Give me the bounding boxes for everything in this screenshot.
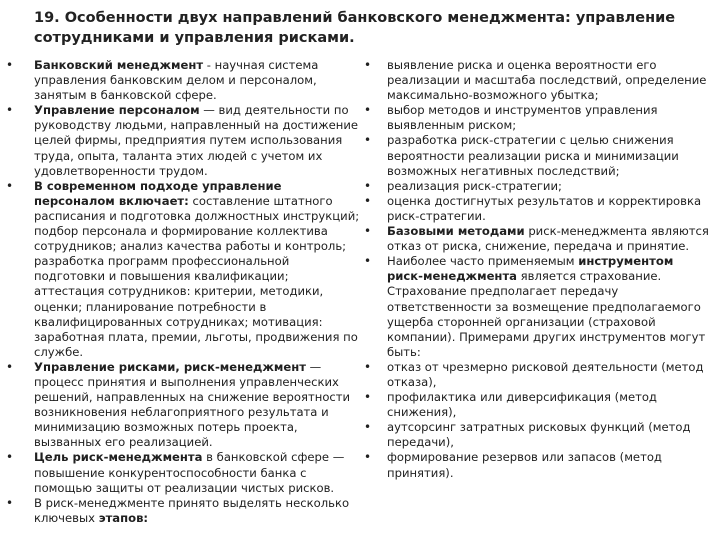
term-modern-approach: В современном подходе управление персоналом включает: [34, 178, 282, 208]
insurance-paragraph: Страхование предполагает передачу ответственности за возмещение предполагаемого ущерба сторонней организации (страховой компании). Примерами других инструментов могут быть: [387, 284, 706, 359]
list-item [6, 103, 362, 178]
list-item [360, 224, 712, 254]
term-risk-management-goal: Цель риск-менеджмента [34, 450, 203, 465]
term-basic-methods: Базовыми методами [387, 224, 525, 239]
definition-text: риск-менеджмента являются отказ от риска, снижение, передача и принятие. [387, 224, 709, 254]
list-item: • формирование резервов или запасов (метод принятия). [360, 450, 712, 480]
list-item [6, 496, 362, 526]
list-item: • разработка риск-стратегии с целью снижения вероятности реализации риска и минимизации возможных негативных последствий; [360, 133, 712, 178]
list-item: • реализация риск-стратегии; [360, 179, 712, 194]
term-risk-management-tool: инструментом риск-менеджмента [387, 254, 674, 284]
definition-text: — вид деятельности по руководству людьми, направленный на достижение целей фирмы, предприятия путем использования труда, опыта, таланта этих людей с учетом их удовлетворенности трудом. [34, 103, 359, 178]
list-item: • профилактика или диверсификация (метод снижения), [360, 390, 712, 420]
list-item [6, 360, 362, 451]
term-bank-management: Банковский менеджмент [34, 58, 204, 72]
list-item: • выбор методов и инструментов управления выявленным риском; [360, 103, 712, 133]
list-item [6, 179, 362, 360]
list-item [6, 58, 362, 103]
list-item [360, 254, 712, 360]
term-personnel-management: Управление персоналом [34, 103, 200, 118]
list-item: • отказ от чрезмерно рисковой деятельности (метод отказа), [360, 360, 712, 390]
right-column-list [360, 58, 712, 481]
definition-text: Наиболее часто применяемым [387, 254, 579, 269]
definition-text: В риск-менеджменте принято выделять несколько ключевых [34, 495, 350, 525]
list-item [6, 450, 362, 495]
definition-text: является страхование. [516, 269, 662, 284]
list-item: • выявление риска и оценка вероятности его реализации и масштаба последствий, определение максимально-возможного убытка; [360, 58, 712, 103]
left-column-list [6, 58, 362, 526]
definition-text: составление штатного расписания и подготовка должностных инструкций; подбор персонала и формирование коллектива сотрудников; анализ качества работы и контроль; разработка программ профессиональной подготовки и повышения квалификации; аттестация сотрудников: критерии, методики, оценки; планирование потребности в квалифицированных сотрудниках; мотивация: заработная плата, премии, льготы, продвижения по службе. [34, 193, 360, 359]
term-stages: этапов: [98, 510, 149, 525]
page-title: 19. Особенности двух направлений банковского менеджмента: управление сотрудниками и управления рисками. [34, 10, 676, 46]
list-item: • оценка достигнутых результатов и корректировка риск-стратегии. [360, 194, 712, 224]
list-item: • аутсорсинг затратных рисковых функций (метод передачи), [360, 420, 712, 450]
term-risk-management: Управление рисками, риск-менеджмент [34, 359, 306, 374]
definition-text: - научная система управления банковским делом и персоналом, занятым в банковской сфере. [34, 58, 319, 103]
definition-text: — процесс принятия и выполнения управленческих решений, направленных на снижение вероятности возникновения неблагоприятного результата и минимизацию возможных потерь проекта, вызванных его реализацией. [34, 359, 351, 450]
definition-text: в банковской сфере — повышение конкурентоспособности банка с помощью защиты от реализации чистых рисков. [34, 450, 345, 495]
